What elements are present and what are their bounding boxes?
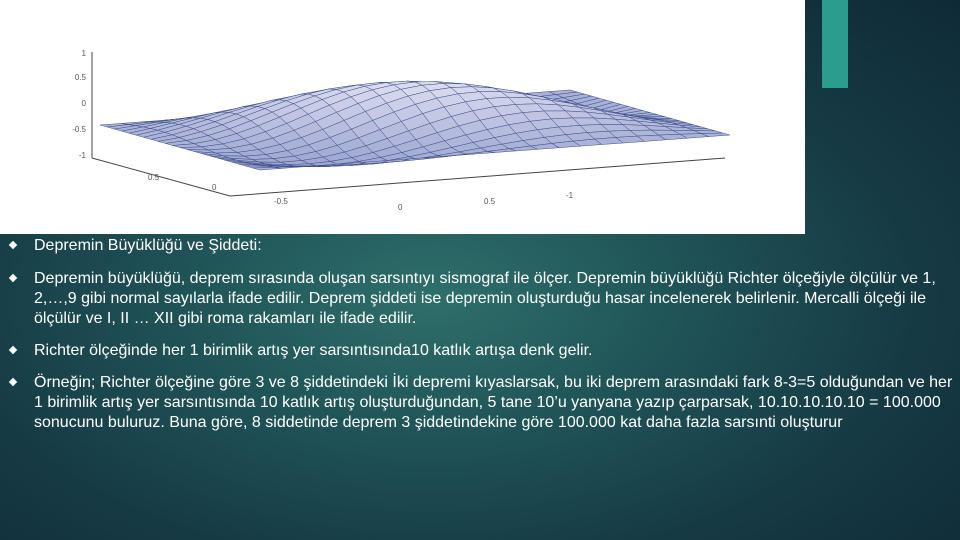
z-tick-label: 0 <box>81 99 86 108</box>
diamond-bullet-icon <box>9 241 17 249</box>
z-tick-label: 0.5 <box>74 73 86 82</box>
bullet-text: Depremin Büyüklüğü ve Şiddeti: <box>34 237 262 254</box>
z-tick-label: -0.5 <box>72 125 86 134</box>
diamond-bullet-icon <box>9 346 17 354</box>
bullet-item <box>10 236 955 256</box>
y-tick-label: 0 <box>398 203 403 212</box>
surface-plot <box>0 0 805 234</box>
x-tick-label: 0.5 <box>148 173 160 182</box>
diamond-bullet-icon <box>9 378 17 386</box>
x-axis-line <box>92 158 230 196</box>
y-tick-label: -1 <box>566 191 574 200</box>
bullet-text: Depremin büyüklüğü, deprem sırasında oluşan sarsıntıyı sismograf ile ölçer. Depremin büyüklüğü Richter ölçeğiyle ölçülür ve 1, 2,…,9 gibi normal sayılarla ifade edilir. Deprem şiddeti ise depremin oluşturduğu hasar incelenerek belirlenir. Mercalli ölçeği ile ölçülür ve I, II … XII gibi roma rakamları ile ifade edilir. <box>34 270 936 327</box>
z-tick-label: -1 <box>78 151 86 160</box>
diamond-bullet-icon <box>9 274 17 282</box>
bullet-text: Örneğin; Richter ölçeğine göre 3 ve 8 şiddetindeki İki depremi kıyaslarsak, bu iki deprem arasındaki fark 8-3=5 olduğundan ve her 1 birimlik artış yer sarsıntısında 10 katlık artış oluşturduğundan, 5 tane 10’u yanyana yazıp çarparsak, 10.10.10.10.10 = 100.000 sonucunu buluruz. Buna göre, 8 siddetinde deprem 3 şiddetindekine göre 100.000 kat daha fazla sarsınti oluşturur <box>34 374 953 431</box>
y-tick-label: 0.5 <box>484 197 496 206</box>
surface-plot-image <box>0 0 805 234</box>
x-tick-label: -0.5 <box>274 197 288 206</box>
bullet-item <box>10 373 955 433</box>
bullet-item <box>10 269 955 329</box>
surface-mesh <box>100 81 730 170</box>
x-tick-label: 0 <box>212 183 217 192</box>
bullet-text: Richter ölçeğinde her 1 birimlik artış yer sarsıntısında10 katlık artışa denk gelir. <box>34 342 593 359</box>
bullet-list <box>10 236 955 433</box>
accent-bar <box>822 0 848 88</box>
bullet-item <box>10 341 955 361</box>
z-tick-label: 1 <box>81 49 86 58</box>
